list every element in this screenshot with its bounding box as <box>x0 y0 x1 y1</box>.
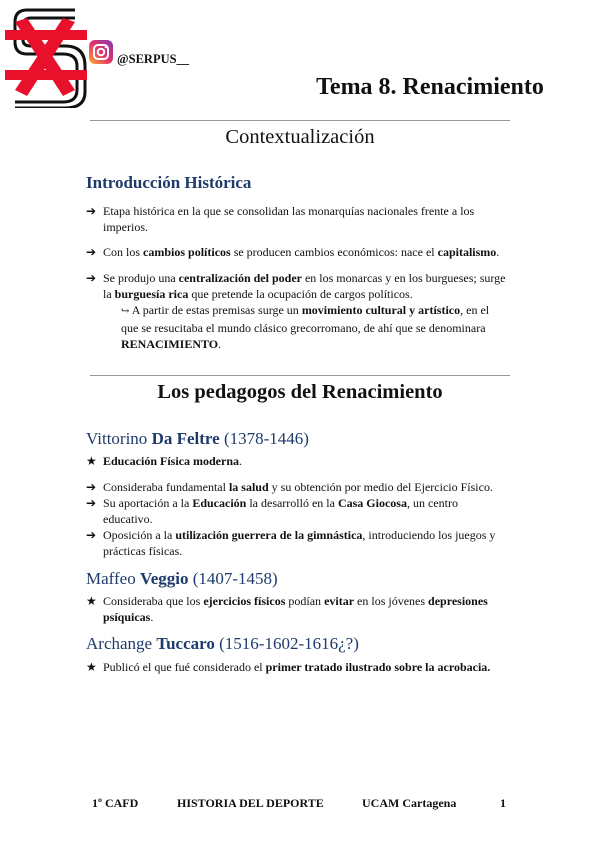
list-item: ➔ Etapa histórica en la que se consolidan las monarquías nacionales frente a los imperios. <box>86 204 475 234</box>
list-item: ★ Consideraba que los ejercicios físicos podían evitar en los jóvenes depresiones psíquicas. <box>86 594 488 624</box>
list-item: ➔ Oposición a la utilización guerrera de la gimnástica, introduciendo los juegos y prácticas físicas. <box>86 528 496 558</box>
arrow-bullet-icon: ➔ <box>86 204 97 218</box>
return-arrow-icon: ↪ <box>121 306 130 317</box>
footer-page-number: 1 <box>500 796 506 810</box>
list-item: ➔ Se produjo una centralización del poder en los monarcas y en los burgueses; surge la burguesía rica que pretende la ocupación de cargos políticos. <box>86 271 506 301</box>
list-item: ➔ Consideraba fundamental la salud y su obtención por medio del Ejercicio Físico. <box>86 480 493 494</box>
footer-university: UCAM Cartagena <box>362 796 457 810</box>
section-title-pedagogues: Los pedagogos del Renacimiento <box>157 381 443 403</box>
list-item: ★ Publicó el que fué considerado el primer tratado ilustrado sobre la acrobacia. <box>86 660 491 674</box>
heading-vittorino: Vittorino Da Feltre (1378-1446) <box>86 429 309 448</box>
star-bullet-icon: ★ <box>86 454 97 468</box>
page-title: Tema 8. Renacimiento <box>316 74 544 100</box>
instagram-icon <box>89 40 113 64</box>
arrow-bullet-icon: ➔ <box>86 271 97 285</box>
footer-course: 1º CAFD <box>92 796 139 810</box>
footer-subject: HISTORIA DEL DEPORTE <box>177 796 324 810</box>
heading-maffeo: Maffeo Veggio (1407-1458) <box>86 569 278 588</box>
arrow-bullet-icon: ➔ <box>86 496 97 510</box>
star-bullet-icon: ★ <box>86 594 97 608</box>
subheading-intro: Introducción Histórica <box>86 173 252 192</box>
heading-archange: Archange Tuccaro (1516-1602-1616¿?) <box>86 634 359 653</box>
star-bullet-icon: ★ <box>86 660 97 674</box>
list-item: ➔ Su aportación a la Educación la desarrolló en la Casa Giocosa, un centro educativo. <box>86 496 458 526</box>
divider <box>90 375 510 376</box>
divider <box>90 120 510 121</box>
social-handle: @SERPUS__ <box>117 52 190 66</box>
list-item: ➔ Con los cambios políticos se producen cambios económicos: nace el capitalismo. <box>86 245 500 259</box>
arrow-bullet-icon: ➔ <box>86 528 97 542</box>
list-item: ★ Educación Física moderna. <box>86 454 243 468</box>
arrow-bullet-icon: ➔ <box>86 245 97 259</box>
arrow-bullet-icon: ➔ <box>86 480 97 494</box>
sub-list-item: ↪ A partir de estas premisas surge un movimiento cultural y artístico, en el que se resucitaba el mundo clásico grecorromano, de ahí que se denominara RENACIMIENTO. <box>121 303 490 351</box>
section-title-context: Contextualización <box>225 126 375 148</box>
